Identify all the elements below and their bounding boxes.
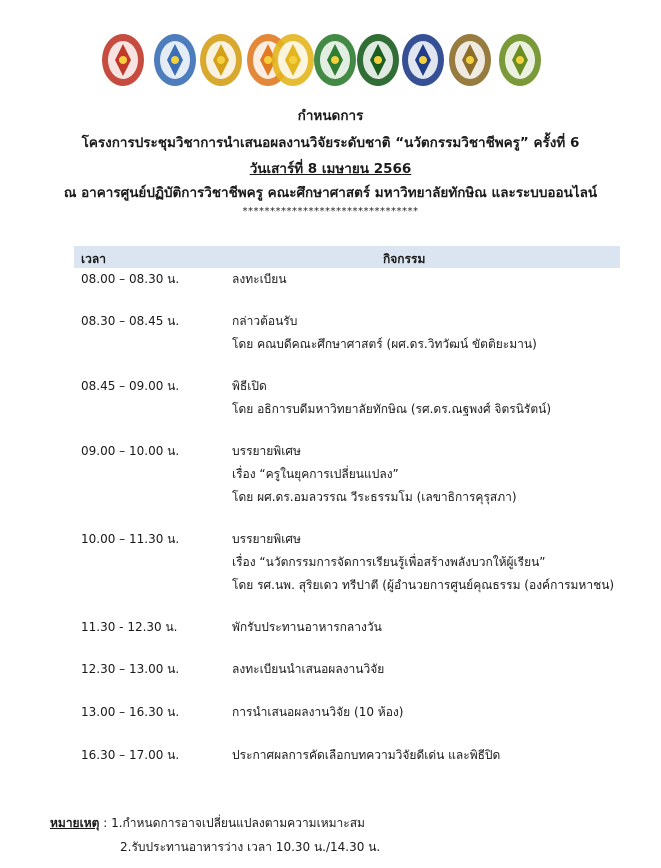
row-activity bbox=[232, 704, 403, 727]
row-time: 08.00 – 08.30 น. bbox=[81, 272, 180, 286]
activity-line: ลงทะเบียน bbox=[232, 272, 287, 286]
row-activity bbox=[232, 443, 517, 512]
row-activity bbox=[232, 378, 551, 424]
project-title: โครงการประชุมวิชาการนำเสนอผลงานวิจัยระดับชาติ “นวัตกรรมวิชาชีพครู” ครั้งที่ 6 bbox=[81, 135, 580, 151]
event-date: วันเสาร์ที่ 8 เมษายน 2566 bbox=[249, 161, 412, 177]
row-time: 16.30 – 17.00 น. bbox=[81, 748, 180, 762]
column-header-activity: กิจกรรม bbox=[383, 252, 426, 266]
activity-line: การนำเสนอผลงานวิจัย (10 ห้อง) bbox=[232, 705, 404, 719]
university-seal-red-icon bbox=[100, 30, 146, 88]
university-seal-darkgreen-icon bbox=[355, 30, 401, 88]
activity-line: กล่าวต้อนรับ bbox=[232, 314, 298, 328]
activity-line: พักรับประทานอาหารกลางวัน bbox=[232, 620, 382, 634]
row-time: 11.30 - 12.30 น. bbox=[81, 620, 178, 634]
activity-line: โดย อธิการบดีมหาวิทยาลัยทักษิณ (รศ.ดร.ณฐพงศ์ จิตรนิรัตน์) bbox=[232, 402, 552, 416]
university-seal-blue-icon bbox=[152, 30, 198, 88]
row-time: 13.00 – 16.30 น. bbox=[81, 705, 180, 719]
activity-line: โดย ผศ.ดร.อมลวรรณ วีระธรรมโม (เลขาธิการคุรุสภา) bbox=[232, 490, 517, 504]
event-venue: ณ อาคารศูนย์ปฏิบัติการวิชาชีพครู คณะศึกษาศาสตร์ มหาวิทยาลัยทักษิณ และระบบออนไลน์ bbox=[63, 185, 598, 201]
row-time: 09.00 – 10.00 น. bbox=[81, 444, 180, 458]
row-activity bbox=[232, 747, 500, 770]
activity-line: พิธีเปิด bbox=[232, 379, 267, 393]
row-activity bbox=[232, 619, 382, 642]
university-seal-olive-icon bbox=[497, 30, 543, 88]
activity-line: โดย รศ.นพ. สุริยเดว ทรีปาตี (ผู้อำนวยการศูนย์คุณธรรม (องค์การมหาชน) bbox=[232, 578, 615, 592]
activity-line: ประกาศผลการคัดเลือกบทความวิจัยดีเด่น และพิธีปิด bbox=[232, 748, 501, 762]
university-seal-green-icon bbox=[312, 30, 358, 88]
divider-stars: ******************************** bbox=[242, 206, 419, 217]
university-seal-tricolor-icon bbox=[400, 30, 446, 88]
row-time: 08.45 – 09.00 น. bbox=[81, 379, 180, 393]
row-time: 12.30 – 13.00 น. bbox=[81, 662, 180, 676]
university-seal-yellow-icon bbox=[270, 30, 316, 88]
schedule-table-header bbox=[74, 246, 620, 268]
remarks-line-1: : 1.กำหนดการอาจเปลี่ยนแปลงตามความเหมาะสม bbox=[99, 816, 365, 830]
university-seal-gold-icon bbox=[198, 30, 244, 88]
column-header-time: เวลา bbox=[81, 252, 106, 266]
row-time: 08.30 – 08.45 น. bbox=[81, 314, 180, 328]
activity-line: โดย คณบดีคณะศึกษาศาสตร์ (ผศ.ดร.วิทวัฒน์ ขัตติยะมาน) bbox=[232, 337, 537, 351]
logo-strip bbox=[0, 30, 661, 92]
row-activity bbox=[232, 661, 384, 684]
row-time: 10.00 – 11.30 น. bbox=[81, 532, 180, 546]
row-activity bbox=[232, 313, 537, 359]
page-title: กำหนดการ bbox=[297, 108, 364, 124]
activity-line: บรรยายพิเศษ bbox=[232, 532, 301, 546]
activity-line: ลงทะเบียนนำเสนอผลงานวิจัย bbox=[232, 662, 385, 676]
row-activity bbox=[232, 271, 287, 294]
university-seal-brown-icon bbox=[447, 30, 493, 88]
remarks-line-2: 2.รับประทานอาหารว่าง เวลา 10.30 น./14.30 น. bbox=[120, 840, 381, 854]
activity-line: บรรยายพิเศษ bbox=[232, 444, 301, 458]
remarks-label: หมายเหตุ bbox=[50, 816, 100, 830]
activity-line: เรื่อง “นวัตกรรมการจัดการเรียนรู้เพื่อสร้างพลังบวกให้ผู้เรียน” bbox=[232, 555, 546, 569]
row-activity bbox=[232, 531, 614, 600]
remarks bbox=[50, 814, 365, 833]
activity-line: เรื่อง “ครูในยุคการเปลี่ยนแปลง” bbox=[232, 467, 399, 481]
